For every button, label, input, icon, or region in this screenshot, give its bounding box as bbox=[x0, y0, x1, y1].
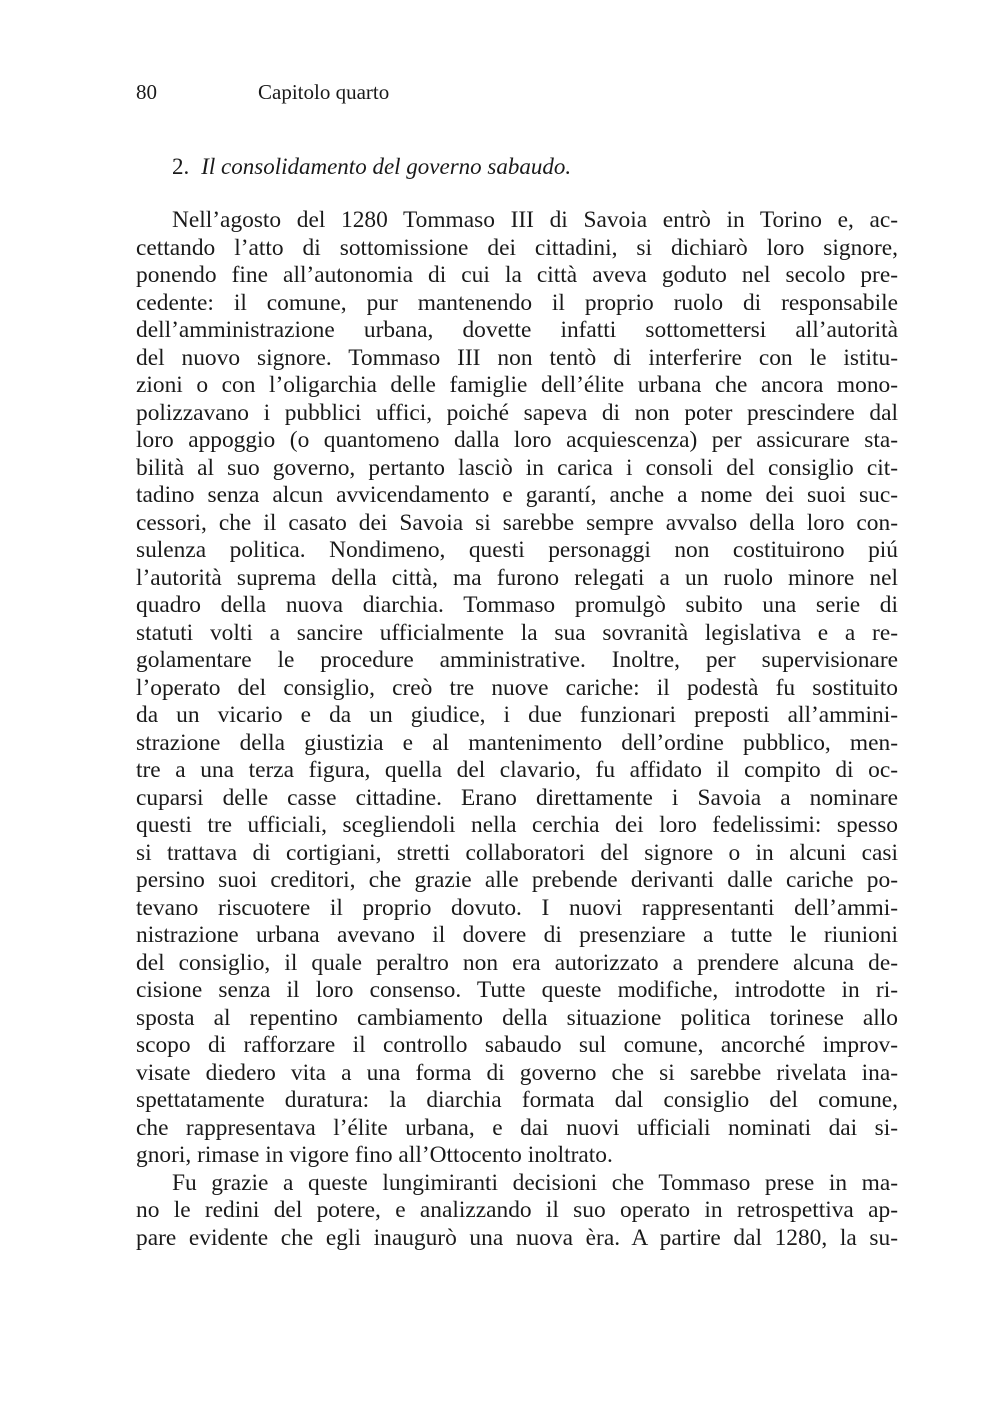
text-line: bilità al suo governo, pertanto lasciò in carica i consoli del consiglio cit- bbox=[136, 454, 898, 481]
text-line: cisione senza il loro consenso. Tutte queste modifiche, introdotte in ri- bbox=[136, 977, 898, 1003]
section-number: 2. bbox=[172, 154, 190, 179]
text-line: tevano riscuotere il proprio dovuto. I nuovi rappresentanti dell’ammi- bbox=[136, 894, 898, 921]
text-line: sposta al repentino cambiamento della situazione politica torinese allo bbox=[136, 1004, 898, 1031]
text-line: sulenza politica. Nondimeno, questi personaggi non costituirono piú bbox=[136, 537, 898, 563]
body-text bbox=[136, 207, 898, 1252]
page-number: 80 bbox=[136, 80, 157, 104]
text-line: dell’amministrazione urbana, dovette infatti sottomettersi all’autorità bbox=[136, 317, 898, 343]
text-line: l’autorità suprema della città, ma furono relegati a un ruolo minore nel bbox=[136, 564, 898, 591]
text-line: spettatamente duratura: la diarchia formata dal consiglio del comune, bbox=[136, 1087, 898, 1113]
text-line: cuparsi delle casse cittadine. Erano direttamente i Savoia a nominare bbox=[136, 784, 898, 811]
text-line: l’operato del consiglio, creò tre nuove cariche: il podestà fu sostituito bbox=[136, 674, 898, 701]
text-line: golamentare le procedure amministrative. Inoltre, per supervisionare bbox=[136, 647, 898, 673]
text-line: Nell’agosto del 1280 Tommaso III di Savoia entrò in Torino e, ac- bbox=[172, 207, 898, 233]
text-line: cettando l’atto di sottomissione dei cittadini, si dichiarò loro signore, bbox=[136, 234, 898, 261]
text-line: nistrazione urbana avevano il dovere di presenziare a tutte le riunioni bbox=[136, 922, 898, 948]
paragraph bbox=[136, 207, 898, 1170]
section-title: Il consolidamento del governo sabaudo. bbox=[201, 154, 572, 179]
paragraph bbox=[136, 1170, 898, 1253]
text-line: tadino senza alcun avvicendamento e garantí, anche a nome dei suoi suc- bbox=[136, 482, 898, 508]
text-line: che rappresentava l’élite urbana, e dai nuovi ufficiali nominati dai si- bbox=[136, 1114, 898, 1141]
text-line: questi tre ufficiali, scegliendoli nella cerchia dei loro fedelissimi: spesso bbox=[136, 812, 898, 838]
text-line: del consiglio, il quale peraltro non era autorizzato a prendere alcuna de- bbox=[136, 949, 898, 976]
text-line: loro appoggio (o quantomeno dalla loro acquiescenza) per assicurare sta- bbox=[136, 427, 898, 453]
text-line: persino suoi creditori, che grazie alle prebende derivanti dalle cariche po- bbox=[136, 867, 898, 893]
text-line: zioni o con l’oligarchia delle famiglie dell’élite urbana che ancora mono- bbox=[136, 372, 898, 398]
text-line: visate diedero vita a una forma di governo che si sarebbe rivelata ina- bbox=[136, 1059, 898, 1086]
text-line: statuti volti a sancire ufficialmente la sua sovranità legislativa e a re- bbox=[136, 619, 898, 646]
text-line: si trattava di cortigiani, stretti collaboratori del signore o in alcuni casi bbox=[136, 839, 898, 866]
text-line: strazione della giustizia e al mantenimento dell’ordine pubblico, men- bbox=[136, 729, 898, 756]
text-line: del nuovo signore. Tommaso III non tentò di interferire con le istitu- bbox=[136, 344, 898, 371]
text-line: tre a una terza figura, quella del clavario, fu affidato il compito di oc- bbox=[136, 757, 898, 783]
text-line: ponendo fine all’autonomia di cui la città aveva goduto nel secolo pre- bbox=[136, 262, 898, 288]
text-line: Fu grazie a queste lungimiranti decisioni che Tommaso prese in ma- bbox=[172, 1169, 898, 1196]
section-heading bbox=[172, 152, 898, 182]
text-line: cessori, che il casato dei Savoia si sarebbe sempre avvalso della loro con- bbox=[136, 509, 898, 536]
text-line: no le redini del potere, e analizzando il suo operato in retrospettiva ap- bbox=[136, 1197, 898, 1223]
text-line: gnori, rimase in vigore fino all’Ottocento inoltrato. bbox=[136, 1142, 613, 1168]
text-line: cedente: il comune, pur mantenendo il proprio ruolo di responsabile bbox=[136, 289, 898, 316]
text-line: quadro della nuova diarchia. Tommaso promulgò subito una serie di bbox=[136, 592, 898, 618]
text-line: polizzavano i pubblici uffici, poiché sapeva di non poter prescindere dal bbox=[136, 399, 898, 426]
text-line: scopo di rafforzare il controllo sabaudo sul comune, ancorché improv- bbox=[136, 1032, 898, 1058]
chapter-title: Capitolo quarto bbox=[258, 80, 390, 104]
text-line: da un vicario e da un giudice, i due funzionari preposti all’ammini- bbox=[136, 702, 898, 728]
running-head bbox=[136, 78, 898, 106]
text-line: pare evidente che egli inaugurò una nuova èra. A partire dal 1280, la su- bbox=[136, 1224, 898, 1251]
